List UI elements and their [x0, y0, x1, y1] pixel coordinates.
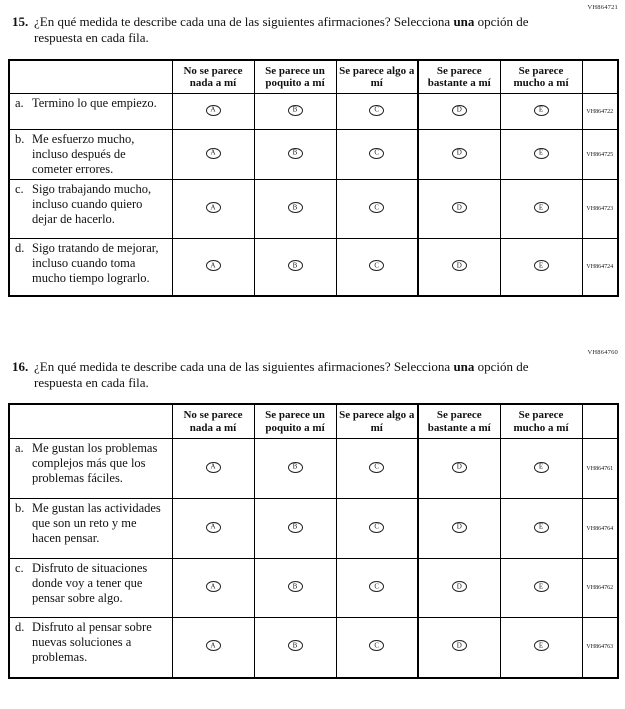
answer-bubble-c[interactable] [369, 148, 384, 159]
answer-bubble-d[interactable] [452, 462, 467, 473]
answer-bubble-a[interactable] [206, 462, 221, 473]
bubble-letter: A [210, 462, 216, 471]
column-header-poquito: Se parece un poquito a mí [254, 404, 336, 438]
bubble-cell [254, 499, 336, 559]
row-letter: b. [15, 132, 25, 147]
bubble-letter: D [456, 260, 462, 269]
item-code: VH864725 [582, 130, 618, 180]
bubble-cell [254, 559, 336, 618]
table-row-16a [9, 439, 618, 499]
column-header-nada: No se parece nada a mí [172, 404, 254, 438]
bubble-cell [336, 239, 418, 296]
bubble-letter: D [456, 203, 462, 212]
bubble-letter: C [374, 260, 380, 269]
statement-text: Me gustan las actividades que son un reto y me hacen pensar. [32, 501, 161, 546]
answer-bubble-b[interactable] [288, 581, 303, 592]
question-15-section [0, 0, 625, 297]
answer-bubble-e[interactable] [534, 462, 549, 473]
answer-bubble-d[interactable] [452, 202, 467, 213]
question-15-text [34, 14, 537, 47]
question-15-number: 15. [12, 14, 29, 29]
item-code: VH864763 [582, 618, 618, 678]
bubble-cell [500, 180, 582, 239]
bubble-cell [500, 499, 582, 559]
statement-cell [9, 130, 172, 180]
bubble-letter: B [292, 148, 298, 157]
answer-bubble-e[interactable] [534, 105, 549, 116]
bubble-cell [172, 499, 254, 559]
column-header-mucho: Se parece mucho a mí [500, 60, 582, 94]
bubble-letter: B [292, 203, 298, 212]
bubble-letter: A [210, 260, 216, 269]
item-code: VH864722 [582, 94, 618, 130]
statement-cell [9, 94, 172, 130]
question-16-text [34, 359, 537, 392]
answer-bubble-a[interactable] [206, 202, 221, 213]
bubble-cell [336, 618, 418, 678]
statement-column-header-empty [9, 60, 172, 94]
table-row-16c [9, 559, 618, 618]
question-16-number: 16. [12, 358, 29, 374]
answer-bubble-c[interactable] [369, 640, 384, 651]
bubble-letter: E [538, 105, 544, 114]
header-row [9, 60, 618, 94]
answer-bubble-e[interactable] [534, 522, 549, 533]
answer-bubble-c[interactable] [369, 202, 384, 213]
answer-bubble-d[interactable] [452, 522, 467, 533]
bubble-cell [418, 94, 500, 130]
row-letter: a. [15, 96, 24, 111]
bubble-cell [500, 559, 582, 618]
answer-bubble-a[interactable] [206, 640, 221, 651]
statement-column-header-empty [9, 404, 172, 438]
answer-bubble-b[interactable] [288, 260, 303, 271]
bubble-letter: E [538, 462, 544, 471]
bubble-cell [254, 439, 336, 499]
question-15-prompt [12, 14, 591, 47]
statement-text: Termino lo que empiezo. [32, 96, 157, 111]
row-letter: d. [15, 241, 25, 256]
answer-bubble-e[interactable] [534, 202, 549, 213]
item-code: VH864762 [582, 559, 618, 618]
question-15-response-matrix [8, 59, 619, 297]
answer-bubble-b[interactable] [288, 105, 303, 116]
row-letter: d. [15, 620, 25, 635]
statement-cell [9, 618, 172, 678]
bubble-letter: A [210, 522, 216, 531]
bubble-letter: D [456, 641, 462, 650]
bubble-letter: A [210, 582, 216, 591]
header-row [9, 404, 618, 438]
bubble-cell [500, 130, 582, 180]
statement-text: Sigo tratando de mejorar, incluso cuando toma mucho tiempo lograrlo. [32, 241, 159, 286]
question-16-section [0, 297, 625, 679]
answer-bubble-b[interactable] [288, 462, 303, 473]
row-letter: c. [15, 561, 24, 576]
bubble-letter: E [538, 641, 544, 650]
bubble-letter: A [210, 203, 216, 212]
bubble-cell [172, 180, 254, 239]
bubble-letter: C [374, 203, 380, 212]
answer-bubble-b[interactable] [288, 522, 303, 533]
item-code: VH864761 [582, 439, 618, 499]
answer-bubble-e[interactable] [534, 260, 549, 271]
column-header-nada: No se parece nada a mí [172, 60, 254, 94]
row-letter: c. [15, 182, 24, 197]
bubble-cell [172, 94, 254, 130]
bubble-letter: B [292, 462, 298, 471]
bubble-letter: A [210, 148, 216, 157]
bubble-letter: E [538, 148, 544, 157]
table-row-15d [9, 239, 618, 296]
bubble-cell [336, 439, 418, 499]
table-row-15c [9, 180, 618, 239]
bubble-letter: A [210, 641, 216, 650]
bubble-cell [500, 94, 582, 130]
statement-cell [9, 559, 172, 618]
bubble-letter: E [538, 203, 544, 212]
prompt-text-part2: opción de respuesta en cada fila. [34, 14, 529, 46]
question-15-accession-code: VH864721 [587, 4, 618, 11]
bubble-cell [254, 239, 336, 296]
item-code: VH864724 [582, 239, 618, 296]
bubble-letter: B [292, 582, 298, 591]
bubble-letter: C [374, 582, 380, 591]
column-header-mucho: Se parece mucho a mí [500, 404, 582, 438]
bubble-cell [336, 130, 418, 180]
answer-bubble-b[interactable] [288, 202, 303, 213]
code-column-header-empty [582, 60, 618, 94]
statement-text: Me esfuerzo mucho, incluso después de cometer errores. [32, 132, 135, 177]
table-row-16b [9, 499, 618, 559]
bubble-cell [418, 439, 500, 499]
answer-bubble-b[interactable] [288, 148, 303, 159]
bubble-cell [254, 618, 336, 678]
statement-text: Sigo trabajando mucho, incluso cuando quiero dejar de hacerlo. [32, 182, 152, 227]
answer-bubble-d[interactable] [452, 640, 467, 651]
bubble-letter: C [374, 148, 380, 157]
table-row-15a [9, 94, 618, 130]
bubble-cell [172, 439, 254, 499]
column-header-poquito: Se parece un poquito a mí [254, 60, 336, 94]
row-letter: a. [15, 441, 24, 456]
statement-text: Me gustan los problemas complejos más que los problemas fáciles. [32, 441, 158, 486]
bubble-cell [418, 559, 500, 618]
bubble-cell [500, 618, 582, 678]
answer-bubble-c[interactable] [369, 522, 384, 533]
bubble-cell [336, 94, 418, 130]
bubble-letter: B [292, 105, 298, 114]
answer-bubble-d[interactable] [452, 148, 467, 159]
column-header-algo: Se parece algo a mí [336, 404, 418, 438]
bubble-letter: C [374, 522, 380, 531]
bubble-cell [172, 618, 254, 678]
bubble-letter: D [456, 105, 462, 114]
answer-bubble-c[interactable] [369, 581, 384, 592]
bubble-cell [500, 439, 582, 499]
prompt-text-bold: una [453, 358, 475, 374]
prompt-text-part1: ¿En qué medida te describe cada una de las siguientes afirmaciones? Selecciona [34, 358, 454, 374]
bubble-letter: E [538, 582, 544, 591]
bubble-letter: D [456, 148, 462, 157]
answer-bubble-c[interactable] [369, 462, 384, 473]
statement-cell [9, 499, 172, 559]
bubble-cell [172, 559, 254, 618]
prompt-text-part2: opción de respuesta en cada fila. [34, 358, 529, 391]
bubble-cell [254, 130, 336, 180]
bubble-cell [254, 180, 336, 239]
bubble-letter: A [210, 105, 216, 114]
bubble-letter: B [292, 522, 298, 531]
answer-bubble-e[interactable] [534, 640, 549, 651]
column-header-bastante: Se parece bastante a mí [418, 404, 500, 438]
bubble-cell [418, 180, 500, 239]
code-column-header-empty [582, 404, 618, 438]
statement-cell [9, 239, 172, 296]
answer-bubble-d[interactable] [452, 260, 467, 271]
statement-cell [9, 180, 172, 239]
answer-bubble-b[interactable] [288, 640, 303, 651]
bubble-cell [500, 239, 582, 296]
question-16-response-matrix [8, 403, 619, 678]
bubble-letter: D [456, 462, 462, 471]
bubble-letter: B [292, 641, 298, 650]
answer-bubble-a[interactable] [206, 260, 221, 271]
bubble-letter: D [456, 522, 462, 531]
column-header-algo: Se parece algo a mí [336, 60, 418, 94]
table-row-16d [9, 618, 618, 678]
bubble-cell [418, 499, 500, 559]
answer-bubble-a[interactable] [206, 105, 221, 116]
bubble-letter: C [374, 105, 380, 114]
bubble-letter: C [374, 462, 380, 471]
answer-bubble-a[interactable] [206, 522, 221, 533]
bubble-cell [336, 559, 418, 618]
prompt-text-part1: ¿En qué medida te describe cada una de las siguientes afirmaciones? Selecciona [34, 14, 454, 29]
bubble-cell [336, 180, 418, 239]
bubble-cell [418, 618, 500, 678]
bubble-letter: E [538, 522, 544, 531]
answer-bubble-e[interactable] [534, 148, 549, 159]
bubble-letter: B [292, 260, 298, 269]
bubble-cell [254, 94, 336, 130]
statement-text: Disfruto al pensar sobre nuevas soluciones a problemas. [32, 620, 152, 665]
bubble-cell [418, 239, 500, 296]
answer-bubble-d[interactable] [452, 581, 467, 592]
item-code: VH864723 [582, 180, 618, 239]
statement-text: Disfruto de situaciones donde voy a tener que pensar sobre algo. [32, 561, 148, 606]
answer-bubble-a[interactable] [206, 148, 221, 159]
column-header-bastante: Se parece bastante a mí [418, 60, 500, 94]
question-16-prompt [12, 359, 591, 392]
question-16-accession-code: VH864760 [587, 348, 618, 356]
bubble-letter: C [374, 641, 380, 650]
answer-bubble-e[interactable] [534, 581, 549, 592]
bubble-letter: D [456, 582, 462, 591]
bubble-cell [336, 499, 418, 559]
answer-bubble-d[interactable] [452, 105, 467, 116]
answer-bubble-c[interactable] [369, 260, 384, 271]
item-code: VH864764 [582, 499, 618, 559]
bubble-cell [172, 130, 254, 180]
prompt-text-bold: una [453, 14, 475, 29]
statement-cell [9, 439, 172, 499]
bubble-letter: E [538, 260, 544, 269]
answer-bubble-a[interactable] [206, 581, 221, 592]
table-row-15b [9, 130, 618, 180]
answer-bubble-c[interactable] [369, 105, 384, 116]
bubble-cell [172, 239, 254, 296]
bubble-cell [418, 130, 500, 180]
row-letter: b. [15, 501, 25, 516]
